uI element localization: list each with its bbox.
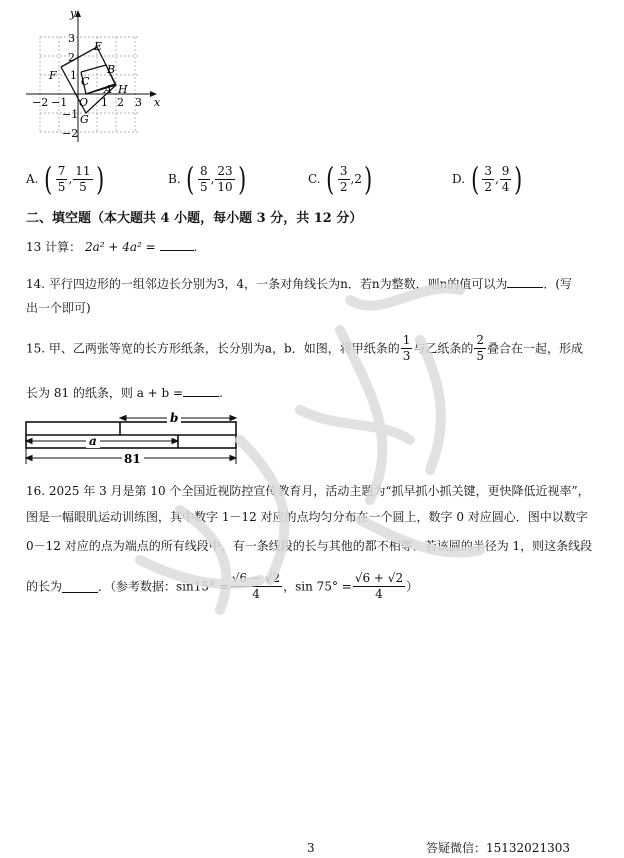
q13-end: . [193,240,198,254]
point-E: E [94,40,103,53]
q15-frac1-den: 3 [402,349,411,363]
option-b: B. ( $\frac{8}{5}$ , $\frac{23}{10}$ ) [168,160,247,198]
y-tick-neg2: −2 [62,127,79,140]
q16-line4a: 的长为 [26,579,63,594]
q14-line2: 出一个即可) [26,301,91,315]
q16-sin75-num: √6 + √2 [354,571,404,585]
option-d-letter: D. [452,172,466,186]
q15-frac2-den: 5 [476,349,485,363]
q16-answer-blank[interactable] [62,580,98,593]
q14-line1: 14. 平行四边形的一组邻边长分别为3，4，一条对角线长为n．若n为整数，则n的值可以为 [26,277,508,291]
contact-info: 答疑微信：15132021303 [426,841,570,855]
q16-line4b: ．（参考数据：sin15° = [98,579,229,594]
q13-expr: 2a² + 4a² = [84,240,156,254]
option-b-n1: 8 [199,163,208,178]
option-b-d2: 10 [217,179,233,194]
q15-frac1-num: 1 [402,333,411,347]
point-F: F [49,69,57,82]
option-d-n2: 9 [501,163,510,178]
q15-frac2-num: 2 [476,333,485,347]
q13-lead: 计算： [45,240,82,254]
option-b-n2: 23 [217,163,233,178]
page-number: 3 [307,841,315,855]
q16-line2: 图是一幅眼肌运动训练图，其中数字 1－12 对应的点均匀分布在一个圆上，数字 0 对应圆心．图中以数字 [26,510,588,524]
y-tick-neg1: −1 [62,108,79,121]
point-H: H [118,83,128,96]
option-a-d2: 5 [79,179,87,194]
coordinate-figure [18,4,168,144]
y-tick-1: 1 [70,69,77,82]
strip-label-a: a [89,434,97,448]
option-a-n2: 11 [75,163,91,178]
option-c-v2: 2 [354,172,362,186]
option-c-d1: 2 [339,179,348,194]
point-G: G [80,113,89,126]
option-b-d1: 5 [199,179,208,194]
point-B: B [107,63,116,76]
q15-line2-end: . [219,386,223,400]
point-C: C [81,75,90,88]
q13-number: 13 [26,240,42,254]
q16-close: ） [406,579,419,594]
x-tick-neg1: −1 [51,96,68,109]
option-d: D. ( $\frac{3}{2}$ , $\frac{9}{4}$ ) [452,160,523,198]
y-tick-3: 3 [68,32,75,45]
q16-line3: 0－12 对应的点为端点的所有线段中，有一条线段的长与其他的都不相等．若该圆的半径为 1，则这条线段 [26,539,593,553]
x-tick-neg2: −2 [32,96,49,109]
q15-line1b: 与乙纸条的 [413,341,474,356]
option-a-letter: A. [26,172,39,186]
q16-sep: ，sin 75° = [283,579,352,594]
option-d-n1: 3 [484,163,492,178]
x-tick-3: 3 [135,96,142,109]
option-c-n1: 3 [339,163,348,178]
q16-sin75-den: 4 [375,587,383,601]
strip-label-total: 81 [124,452,141,466]
section-heading: 二、填空题（本大题共 4 小题，每小题 3 分，共 12 分） [26,211,363,226]
axis-label-x: x [154,96,161,109]
option-b-letter: B. [168,172,181,186]
origin-label: O [79,96,89,109]
option-d-d2: 4 [501,179,510,194]
q16-sin15-num: √6 − √2 [231,571,281,585]
q16-line1: 16. 2025 年 3 月是第 10 个全国近视防控宣传教育月，活动主题为“抓早抓小抓关键，更快降低近视率”， [26,484,590,498]
y-tick-2: 2 [68,51,75,64]
q15-line1a: 15. 甲、乙两张等宽的长方形纸条，长分别为a，b．如图，将甲纸条的 [26,341,400,356]
option-a-d1: 5 [57,179,66,194]
q15-line2-text: 长为 81 的纸条，则 a + b = [26,386,184,400]
point-A: A [104,83,112,96]
question-13 [26,238,197,253]
axis-label-y: y [70,7,77,20]
option-d-d1: 2 [484,179,492,194]
option-c-letter: C. [308,172,321,186]
option-a-n1: 7 [57,163,66,178]
option-a: A. ( $\frac{7}{5}$ , $\frac{11}{5}$ ) [26,160,104,198]
x-tick-2: 2 [117,96,124,109]
q16-sin15-den: 4 [252,587,260,601]
brush-watermark [120,260,540,640]
q14-line1-end: ．(写 [543,277,573,291]
strip-label-b: b [170,411,179,425]
x-tick-1: 1 [101,96,108,109]
q15-line1c: 叠合在一起，形成 [487,341,584,356]
option-c: C. ( $\frac{3}{2}$ ,2) [308,160,373,198]
q13-answer-blank[interactable] [160,238,194,251]
